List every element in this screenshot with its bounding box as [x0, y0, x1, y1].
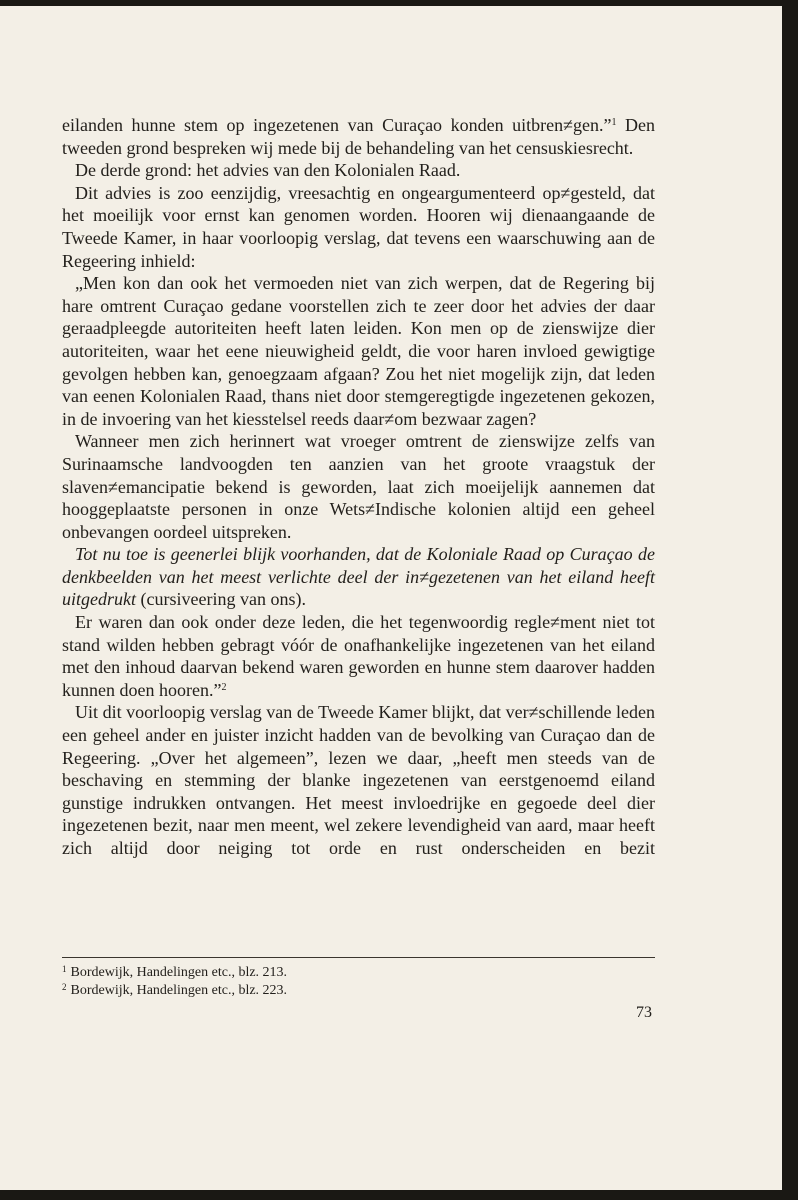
paragraph-6: Tot nu toe is geenerlei blijk voorhanden, dat de Koloniale Raad op Curaçao de denkbeelden van het meest verlichte deel der in≠gezetenen van het eiland heeft uitgedrukt (cursiveering van ons).: [62, 544, 655, 610]
paragraph-8: Uit dit voorloopig verslag van de Tweede Kamer blijkt, dat ver≠schillende leden een geheel ander en juister inzicht hadden van de bevolking van Curaçao dan de Regeering. „Over het algemeen”, lezen we daar, „heeft men steeds van de beschaving en stemming der blanke ingezetenen van eerstgenoemd eiland gunstige indrukken ontvangen. Het meest invloedrijke en gegoede deel dier ingezetenen bezit, naar men meent, wel zekere levendigheid van aard, maar heeft zich altijd door neiging tot orde en rust onderscheiden en bezit: [62, 702, 655, 858]
paragraph-7: Er waren dan ook onder deze leden, die het tegenwoordig regle≠ment niet tot stand wilden hebben gebragt vóór de onafhankelijke ingezetenen van het eiland met den inhoud daarvan bekend waren geworden en hunne stem daarover hadden kunnen doen hooren.”$^2$: [62, 612, 655, 700]
paragraph-3: Dit advies is zoo eenzijdig, vreesachtig en ongeargumenteerd op≠gesteld, dat het moeilijk voor ernst kan genomen worden. Hooren wij dienaangaande de Tweede Kamer, in haar voorloopig verslag, dat tevens een waarschuwing aan de Regeering inhield:: [62, 182, 655, 271]
footnote-divider: [62, 957, 655, 958]
body-text: [62, 114, 655, 860]
footnote-1: $^1$ Bordewijk, Handelingen etc., blz. 213.: [62, 964, 288, 980]
paragraph-1: eilanden hunne stem op ingezetenen van Curaçao konden uitbren≠gen.”$^1$ Den tweeden grond bespreken wij mede bij de behandeling van het censuskiesrecht.: [62, 115, 655, 158]
footnote-2: $^2$ Bordewijk, Handelingen etc., blz. 223.: [62, 982, 288, 998]
paragraph-4-quote: „Men kon dan ook het vermoeden niet van zich werpen, dat de Regering bij hare omtrent Curaçao gedane voorstellen zich te zeer door het advies der daar geraadpleegde autoriteiten heeft laten leiden. Kon men op de zienswijze dier autoriteiten, waar het eene nieuwigheid geldt, die voor haren invloed gewigtige gevolgen hebben kan, genoegzaam afgaan? Zou het niet mogelijk zijn, dat leden van eenen Kolonialen Raad, thans niet door stemgeregtigde ingezetenen gekozen, in de invoering van het kiesstelsel reeds daar≠om bezwaar zagen?: [62, 273, 655, 429]
book-page: [0, 6, 782, 1190]
page-number: 73: [636, 1004, 652, 1021]
footnote-ref-1: 1: [611, 117, 617, 128]
paragraph-5: Wanneer men zich herinnert wat vroeger omtrent de zienswijze zelfs van Surinaamsche landvoogden ten aanzien van het groote vraagstuk der slaven≠emancipatie bekend is geworden, laat zich moeijelijk aannemen dat hooggeplaatste personen in onze Wets≠Indische kolonien altijd een geheel onbevangen oordeel uitspreken.: [62, 431, 655, 542]
italic-passage: Tot nu toe is geenerlei blijk voorhanden, dat de Koloniale Raad op Curaçao de denkbeelden van het meest verlichte deel der in≠gezetenen van het eiland heeft uitgedrukt: [62, 544, 655, 610]
footnote-ref-2: 2: [221, 681, 227, 693]
paragraph-2: De derde grond: het advies van den Kolonialen Raad.: [75, 160, 461, 181]
